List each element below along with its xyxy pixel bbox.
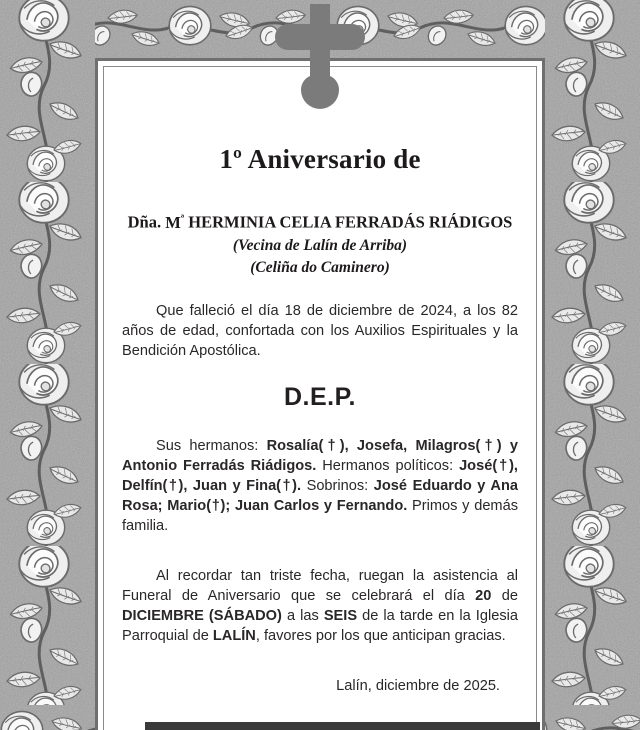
deceased-name-prefix: $M^ª$ — [165, 212, 185, 232]
deceased-honorific: Dña. — [127, 212, 162, 232]
border-band-right — [545, 0, 640, 730]
closing-line: Lalín, diciembre de 2025. — [336, 677, 500, 694]
funeral-paragraph: Al recordar tan triste fecha, ruegan la asistencia al Funeral de Aniversario que se celebrará el día 20 de DICIEMBRE (SÁBADO) a las SEIS de la tarde en la Iglesia Parroquial de LALÍN, favores por los que anticipan gracias. — [122, 567, 518, 644]
rest-in-peace: D.E.P. — [283, 382, 357, 411]
notice-content — [112, 66, 528, 726]
border-band-left — [0, 0, 95, 730]
deceased-name — [122, 212, 518, 233]
page-title: 1º Aniversario de — [219, 144, 421, 174]
death-notice-paragraph: Que falleció el día 18 de diciembre de 2024, a los 82 años de edad, confortada con los Auxilios Espirituales y la Bendición Apostólica. — [122, 302, 518, 359]
family-paragraph: Sus hermanos: Rosalía(†), Josefa, Milagros(†) y Antonio Ferradás Riádigos. Hermanos políticos: José(†), Delfín(†), Juan y Fina(†). Sobrinos: José Eduardo y Ana Rosa; Mario(†); Juan Carlos y Fernando. Primos y demás familia. — [122, 437, 519, 534]
deceased-subtitle-2: (Celiña do Caminero) — [250, 258, 390, 276]
deceased-name-main: HERMINIA CELIA FERRADÁS RIÁDIGOS — [188, 212, 513, 232]
deceased-subtitle-1: (Vecina de Lalín de Arriba) — [232, 236, 408, 254]
cropped-bottom-bar — [145, 722, 540, 730]
